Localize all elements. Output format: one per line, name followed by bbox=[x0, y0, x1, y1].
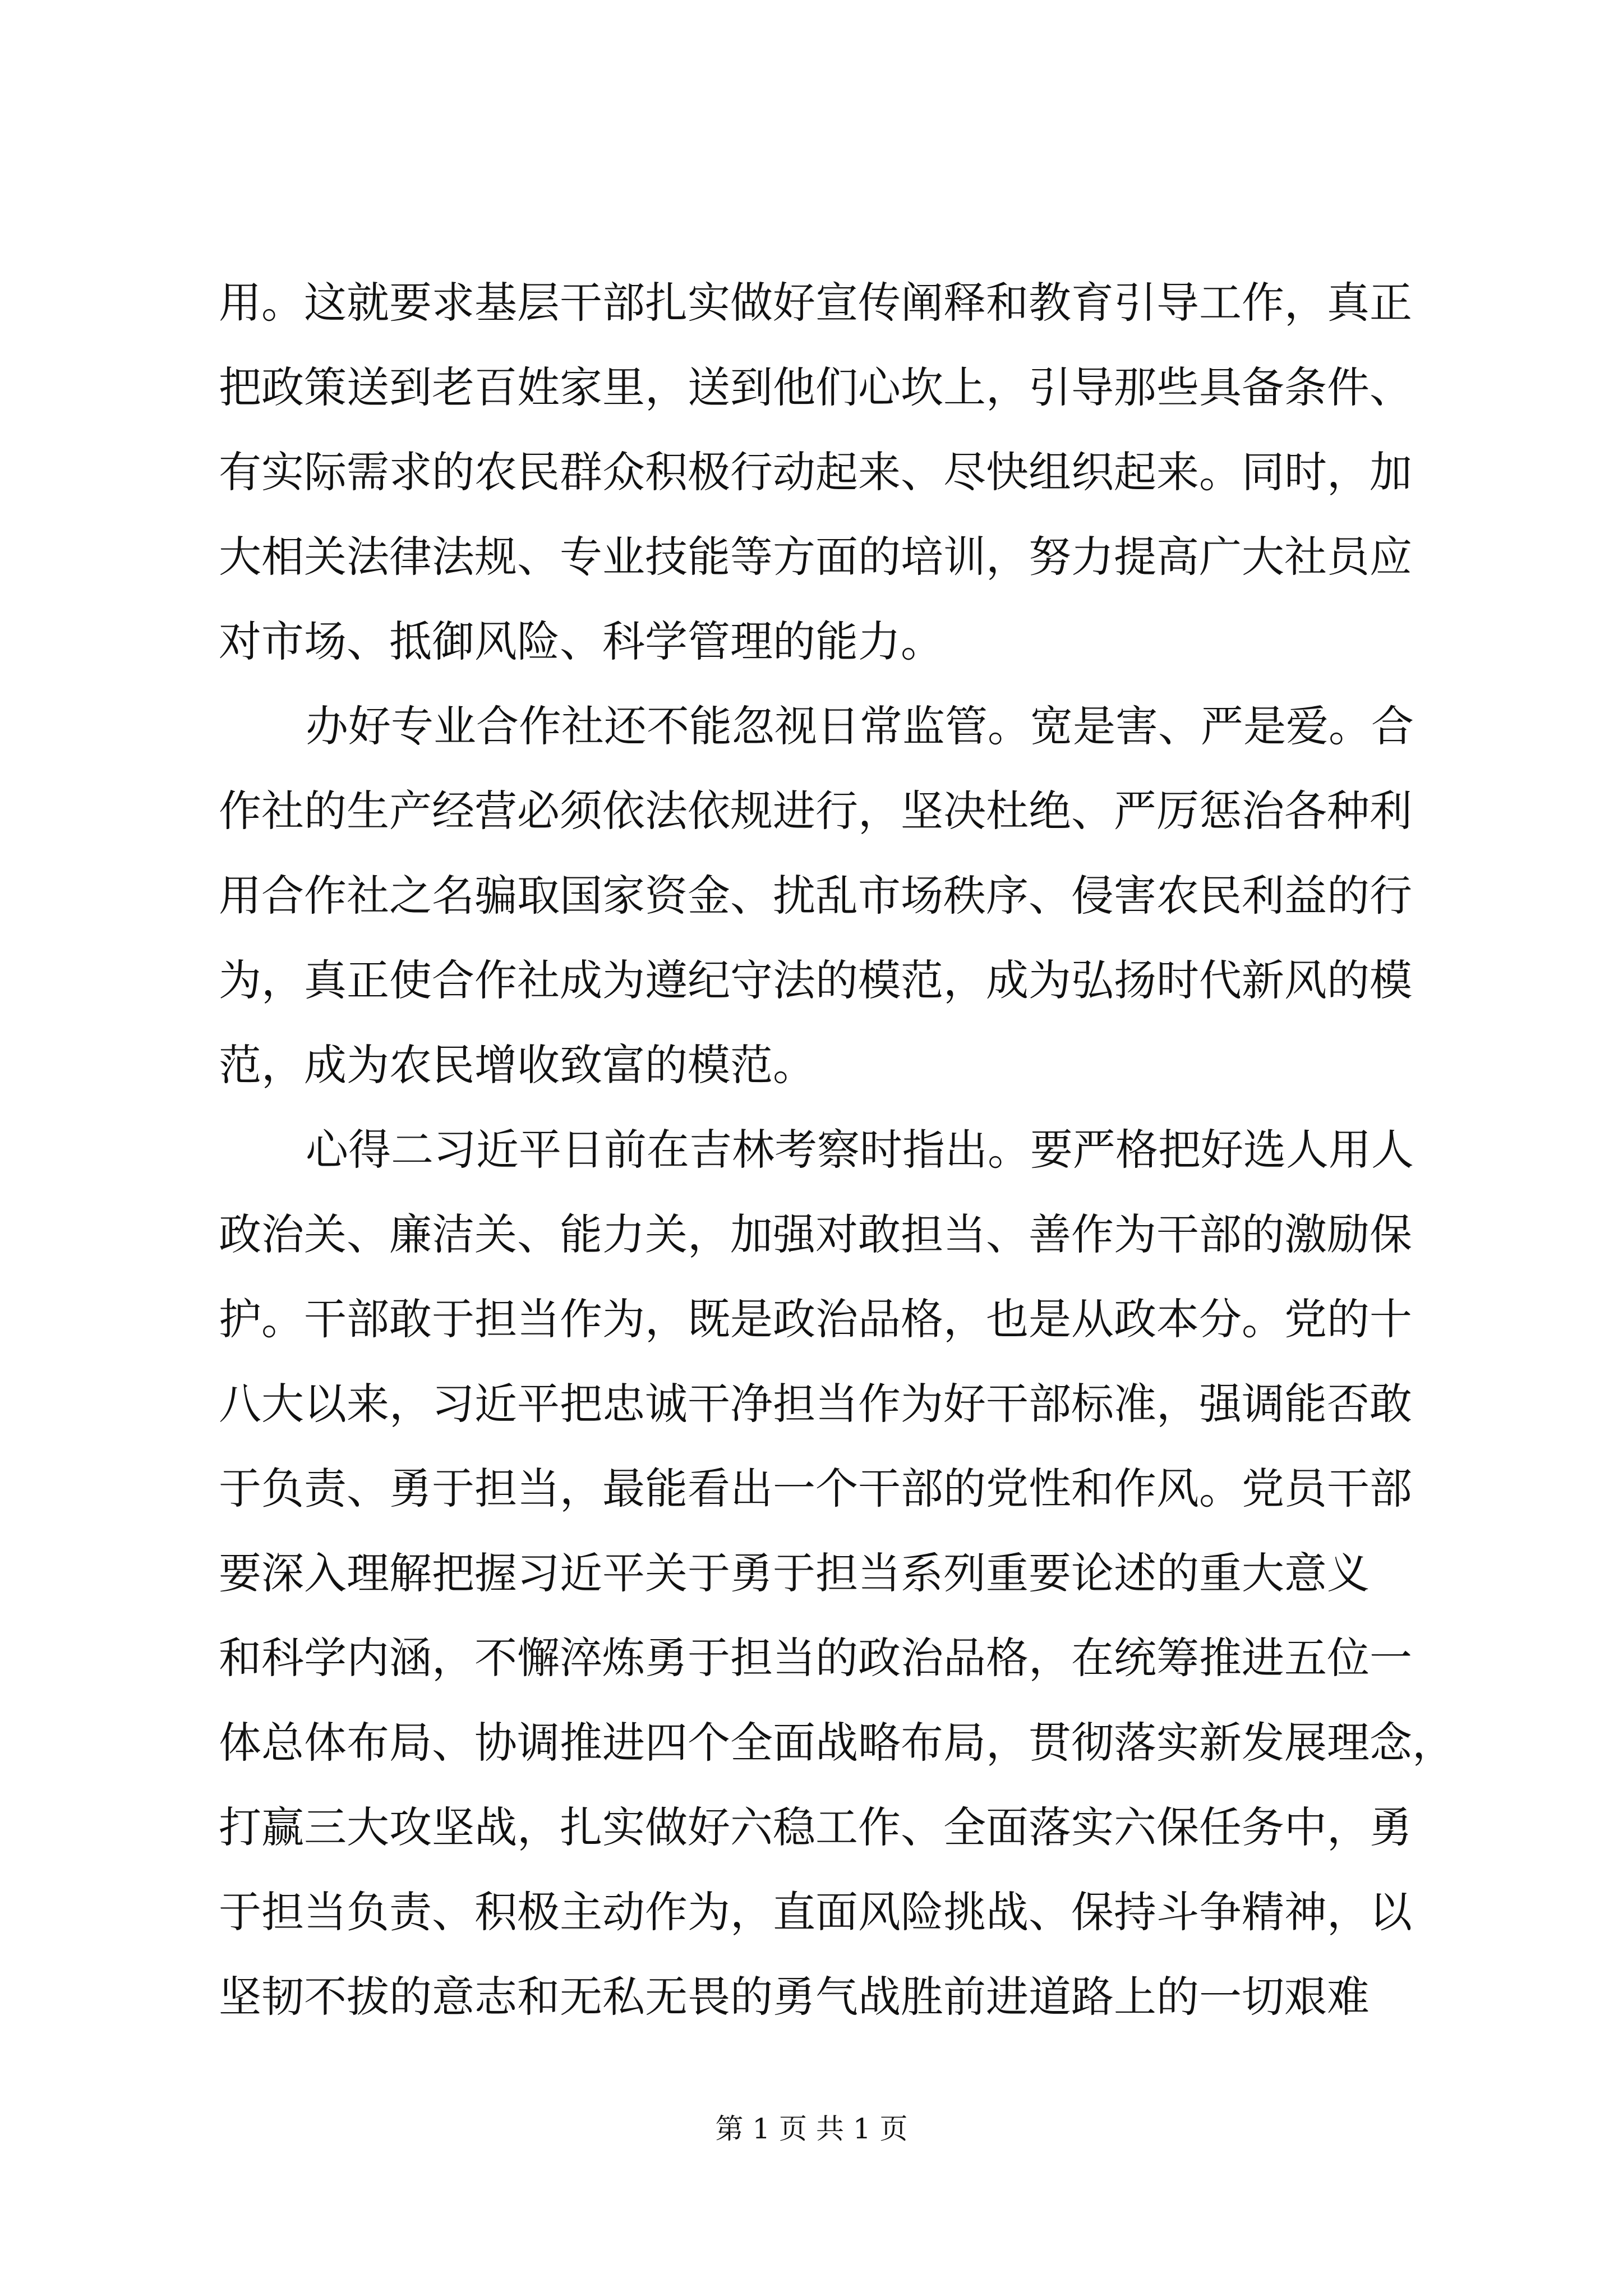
text-line: 八大以来，习近平把忠诚干净担当作为好干部标准，强调能否敢 bbox=[219, 1379, 1412, 1429]
text-line: 用。这就要求基层干部扎实做好宣传阐释和教育引导工作，真正 bbox=[219, 278, 1412, 328]
page-footer: 第 1 页 共 1 页 bbox=[715, 2113, 908, 2145]
text-line: 打赢三大攻坚战，扎实做好六稳工作、全面落实六保任务中，勇 bbox=[219, 1802, 1412, 1852]
text-line: 作社的生产经营必须依法依规进行，坚决杜绝、严厉惩治各种利 bbox=[219, 786, 1412, 836]
text-line: 把政策送到老百姓家里，送到他们心坎上，引导那些具备条件、 bbox=[219, 362, 1412, 412]
text-line: 用合作社之名骗取国家资金、扰乱市场秩序、侵害农民利益的行 bbox=[219, 871, 1412, 921]
text-line: 坚韧不拔的意志和无私无畏的勇气战胜前进道路上的一切艰难 bbox=[219, 1972, 1370, 2022]
text-line: 要深入理解把握习近平关于勇于担当系列重要论述的重大意义 bbox=[219, 1548, 1370, 1598]
text-line: 护。干部敢于担当作为，既是政治品格，也是从政本分。党的十 bbox=[219, 1294, 1412, 1344]
text-line: 体总体布局、协调推进四个全面战略布局，贯彻落实新发展理念， bbox=[219, 1718, 1455, 1768]
text-line: 为，真正使合作社成为遵纪守法的模范，成为弘扬时代新风的模 bbox=[219, 955, 1412, 1005]
text-line: 范，成为农民增收致富的模范。 bbox=[219, 1040, 815, 1090]
text-line: 办好专业合作社还不能忽视日常监管。宽是害、严是爱。合 bbox=[306, 701, 1414, 751]
text-line: 于负责、勇于担当，最能看出一个干部的党性和作风。党员干部 bbox=[219, 1464, 1412, 1513]
text-line: 于担当负责、积极主动作为，直面风险挑战、保持斗争精神，以 bbox=[219, 1887, 1412, 1937]
text-line: 有实际需求的农民群众积极行动起来、尽快组织起来。同时，加 bbox=[219, 447, 1412, 497]
text-line: 心得二习近平日前在吉林考察时指出。要严格把好选人用人 bbox=[306, 1125, 1414, 1175]
text-line: 政治关、廉洁关、能力关，加强对敢担当、善作为干部的激励保 bbox=[219, 1209, 1412, 1259]
text-line: 对市场、抵御风险、科学管理的能力。 bbox=[219, 616, 943, 666]
text-line: 和科学内涵，不懈淬炼勇于担当的政治品格，在统筹推进五位一 bbox=[219, 1633, 1412, 1683]
text-line: 大相关法律法规、专业技能等方面的培训，努力提高广大社员应 bbox=[219, 532, 1412, 582]
